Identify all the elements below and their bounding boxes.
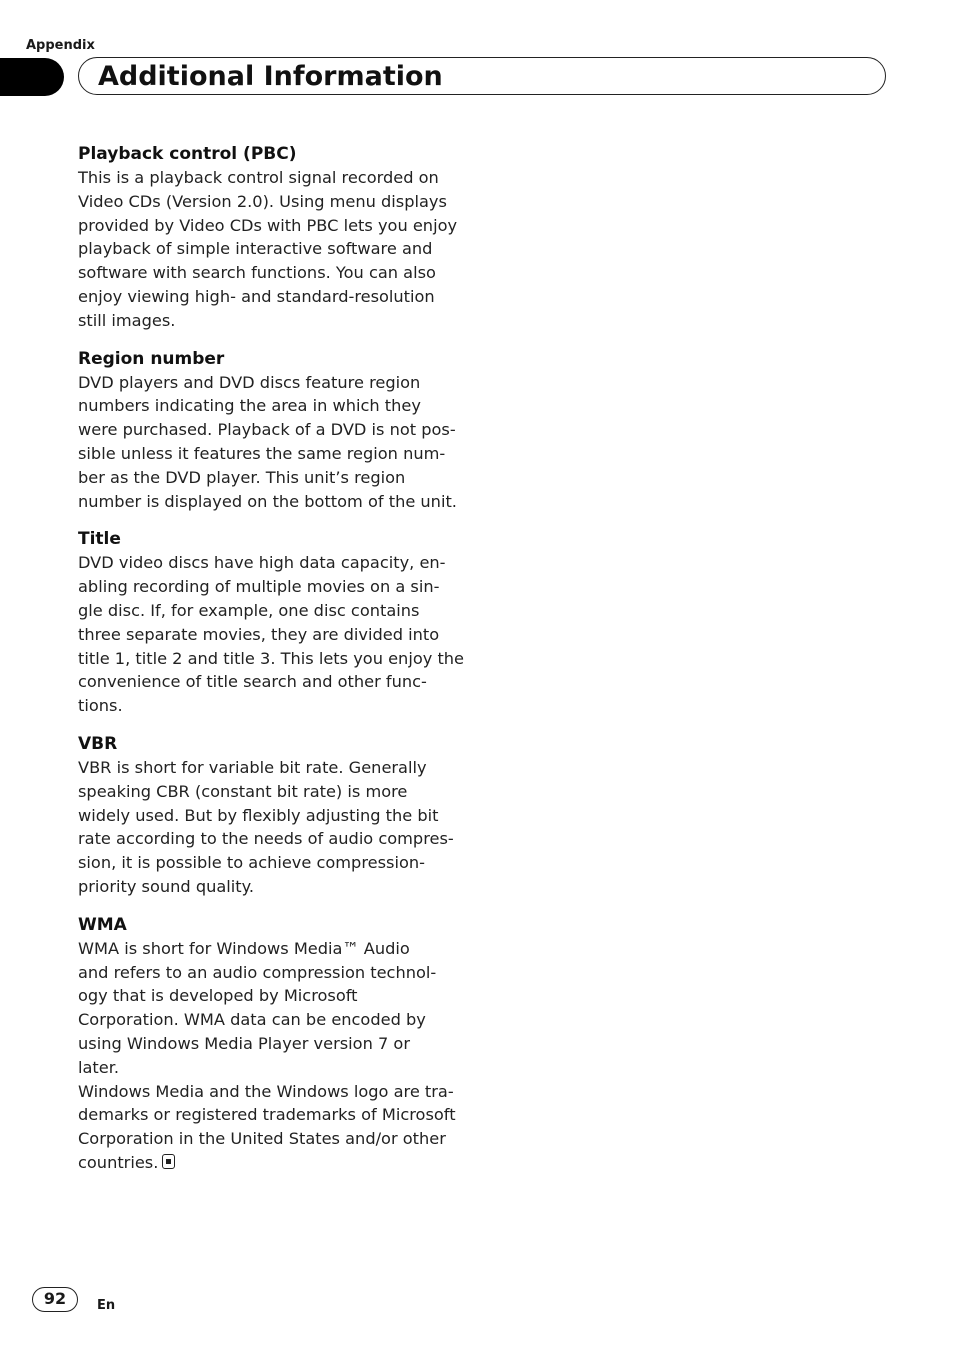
body-line: DVD players and DVD discs feature region [78, 372, 421, 392]
section-body [78, 166, 470, 333]
body-line: gle disc. If, for example, one disc contains [78, 600, 420, 620]
body-line: three separate movies, they are divided into [78, 624, 440, 644]
section-wma [78, 913, 470, 1175]
section-body [78, 551, 470, 718]
body-line: VBR is short for variable bit rate. Generally [78, 757, 427, 777]
body-line: abling recording of multiple movies on a sin- [78, 577, 440, 597]
page-number: 92 [32, 1287, 78, 1312]
body-line: Windows Media and the Windows logo are tra- [78, 1081, 454, 1101]
body-line: Corporation in the United States and/or other [78, 1129, 446, 1149]
section-title [78, 527, 470, 718]
body-line: software with search functions. You can also [78, 263, 436, 283]
body-line: were purchased. Playback of a DVD is not pos- [78, 420, 456, 440]
section-body [78, 756, 470, 899]
language-label: En [97, 1298, 116, 1313]
page-title: Additional Information [98, 61, 443, 92]
body-line: convenience of title search and other func- [78, 672, 427, 692]
section-heading: WMA [78, 914, 127, 935]
section-heading: Title [78, 529, 121, 550]
section-heading: Playback control (PBC) [78, 144, 297, 164]
section-body [78, 937, 470, 1175]
end-of-section-icon [162, 1154, 175, 1169]
body-line: Video CDs (Version 2.0). Using menu displays [78, 191, 447, 211]
body-line: countries. [78, 1152, 159, 1172]
body-line: numbers indicating the area in which they [78, 396, 421, 416]
section-heading: Region number [78, 348, 225, 369]
section-vbr [78, 732, 470, 899]
body-line: sible unless it features the same region num- [78, 443, 446, 463]
section-heading: VBR [78, 733, 118, 754]
body-line: widely used. But by flexibly adjusting the bit [78, 805, 439, 825]
body-line: number is displayed on the bottom of the unit. [78, 491, 457, 511]
body-line: sion, it is possible to achieve compression- [78, 853, 425, 873]
body-line: demarks or registered trademarks of Microsoft [78, 1105, 456, 1125]
appendix-label: Appendix [26, 38, 95, 53]
body-line: still images. [78, 310, 176, 330]
body-line: and refers to an audio compression technol- [78, 962, 437, 982]
body-line: provided by Video CDs with PBC lets you enjoy [78, 215, 458, 235]
body-line: DVD video discs have high data capacity, en- [78, 553, 446, 573]
section-region-number [78, 347, 470, 514]
body-line: ogy that is developed by Microsoft [78, 986, 358, 1006]
section-pbc [78, 142, 470, 333]
body-line: ber as the DVD player. This unit’s region [78, 467, 406, 487]
body-line: Corporation. WMA data can be encoded by [78, 1010, 426, 1030]
body-line: later. [78, 1057, 120, 1077]
body-line: enjoy viewing high- and standard-resolution [78, 286, 435, 306]
header-tab [0, 58, 64, 96]
body-line: speaking CBR (constant bit rate) is more [78, 781, 408, 801]
body-line: priority sound quality. [78, 876, 255, 896]
body-line: This is a playback control signal recorded on [78, 168, 439, 187]
section-body [78, 371, 470, 514]
body-line: using Windows Media Player version 7 or [78, 1033, 410, 1053]
body-line: WMA is short for Windows Media™ Audio [78, 938, 410, 958]
content-column [78, 142, 470, 1189]
body-line: rate according to the needs of audio compres- [78, 829, 454, 849]
body-line: tions. [78, 696, 123, 716]
body-line: playback of simple interactive software and [78, 239, 433, 259]
body-line: title 1, title 2 and title 3. This lets you enjoy the [78, 648, 465, 668]
